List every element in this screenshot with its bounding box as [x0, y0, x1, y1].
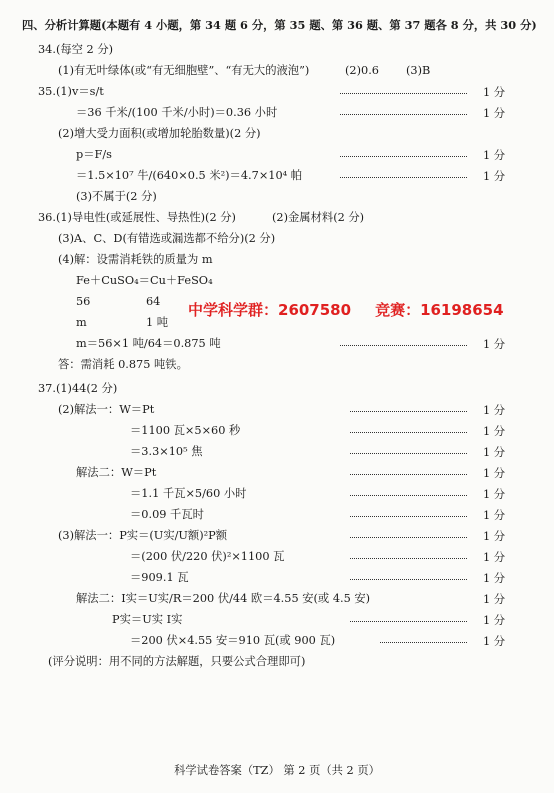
score-leader [350, 453, 467, 455]
score-point: 1 分 [483, 404, 506, 417]
score-point: 1 分 [483, 509, 506, 522]
score-leader [380, 642, 467, 644]
section-title: 四、分析计算题(本题有 4 小题，第 34 题 6 分，第 35 题、第 36 题、第 37 题各 8 分，共 30 分) [22, 18, 537, 32]
q37-line-6: ＝1.1 千瓦×5/60 小时 [130, 487, 247, 500]
score-point: 1 分 [483, 425, 506, 438]
q36-ratio-m: m [76, 316, 87, 329]
q34-answer-1: (1)有无叶绿体(或“有无细胞壁”、“有无大的液泡”) [58, 64, 310, 77]
q36-ratio-1t: 1 吨 [146, 316, 169, 329]
q35-line-1: 35.(1)v＝s/t [38, 85, 104, 98]
score-point: 1 分 [483, 149, 506, 162]
score-point: 1 分 [483, 614, 506, 627]
q35-line-4: p＝F/s [76, 148, 112, 161]
score-point: 1 分 [483, 593, 506, 606]
q36-line-1b: (2)金属材料(2 分) [272, 211, 365, 224]
q37-line-11: 解法二：I实＝U实/R＝200 伏/44 欧＝4.55 安(或 4.5 安) [76, 592, 371, 605]
score-point: 1 分 [483, 530, 506, 543]
q37-line-5: 解法二：W＝Pt [76, 466, 157, 479]
q35-line-5: ＝1.5×10⁷ 牛/(640×0.5 米²)＝4.7×10⁴ 帕 [76, 169, 303, 182]
page-footer: 科学试卷答案（TZ） 第 2 页（共 2 页） [174, 764, 380, 777]
score-leader [350, 411, 467, 413]
q35-line-6: (3)不属于(2 分) [76, 190, 157, 203]
score-point: 1 分 [483, 488, 506, 501]
score-point: 1 分 [483, 107, 506, 120]
score-point: 1 分 [483, 446, 506, 459]
score-point: 1 分 [483, 86, 506, 99]
score-leader [350, 495, 467, 497]
score-leader [350, 537, 467, 539]
score-point: 1 分 [483, 551, 506, 564]
score-point: 1 分 [483, 467, 506, 480]
q37-line-7: ＝0.09 千瓦时 [130, 508, 204, 521]
q37-line-10: ＝909.1 瓦 [130, 571, 189, 584]
score-point: 1 分 [483, 170, 506, 183]
scoring-note: (评分说明：用不同的方法解题，只要公式合理即可) [48, 655, 306, 668]
score-leader [340, 114, 467, 116]
q37-line-9: ＝(200 伏/220 伏)²×1100 瓦 [130, 550, 285, 563]
q37-line-12: P实＝U实 I实 [112, 613, 183, 626]
watermark-group: 中学科学群：2607580 [188, 301, 352, 319]
q34-answer-2: (2)0.6 [345, 64, 379, 77]
q35-line-2: ＝36 千米/(100 千米/小时)＝0.36 小时 [76, 106, 278, 119]
score-leader [350, 474, 467, 476]
score-leader [350, 621, 467, 623]
score-leader [340, 156, 467, 158]
score-leader [340, 345, 467, 347]
q36-equation: Fe＋CuSO₄＝Cu＋FeSO₄ [76, 274, 213, 287]
q36-line-2: (3)A、C、D(有错选或漏选都不给分)(2 分) [58, 232, 276, 245]
q36-line-1: 36.(1)导电性(或延展性、导热性)(2 分) [38, 211, 236, 224]
q37-line-1: 37.(1)44(2 分) [38, 382, 118, 395]
score-leader [350, 558, 467, 560]
q37-line-3: ＝1100 瓦×5×60 秒 [130, 424, 241, 437]
q37-line-2: (2)解法一：W＝Pt [58, 403, 155, 416]
score-leader [350, 432, 467, 434]
watermark-text [188, 299, 528, 320]
q36-line-3: (4)解：设需消耗铁的质量为 m [58, 253, 213, 266]
q36-ratio-64: 64 [146, 295, 161, 308]
q36-line-7: m＝56×1 吨/64＝0.875 吨 [76, 337, 221, 350]
q35-line-3: (2)增大受力面积(或增加轮胎数量)(2 分) [58, 127, 261, 140]
score-leader [340, 177, 467, 179]
q34-answer-3: (3)B [406, 64, 431, 77]
q36-ratio-56: 56 [76, 295, 91, 308]
score-leader [340, 93, 467, 95]
q36-line-8: 答：需消耗 0.875 吨铁。 [58, 358, 188, 371]
score-leader [350, 516, 467, 518]
q37-line-8: (3)解法一：P实＝(U实/U额)²P额 [58, 529, 228, 542]
q37-line-4: ＝3.3×10⁵ 焦 [130, 445, 203, 458]
watermark-contest: 竞赛：16198654 [375, 301, 504, 319]
q37-line-13: ＝200 伏×4.55 安＝910 瓦(或 900 瓦) [130, 634, 336, 647]
score-point: 1 分 [483, 635, 506, 648]
q34-head: 34.(每空 2 分) [38, 43, 114, 56]
score-point: 1 分 [483, 338, 506, 351]
score-point: 1 分 [483, 572, 506, 585]
score-leader [350, 579, 467, 581]
